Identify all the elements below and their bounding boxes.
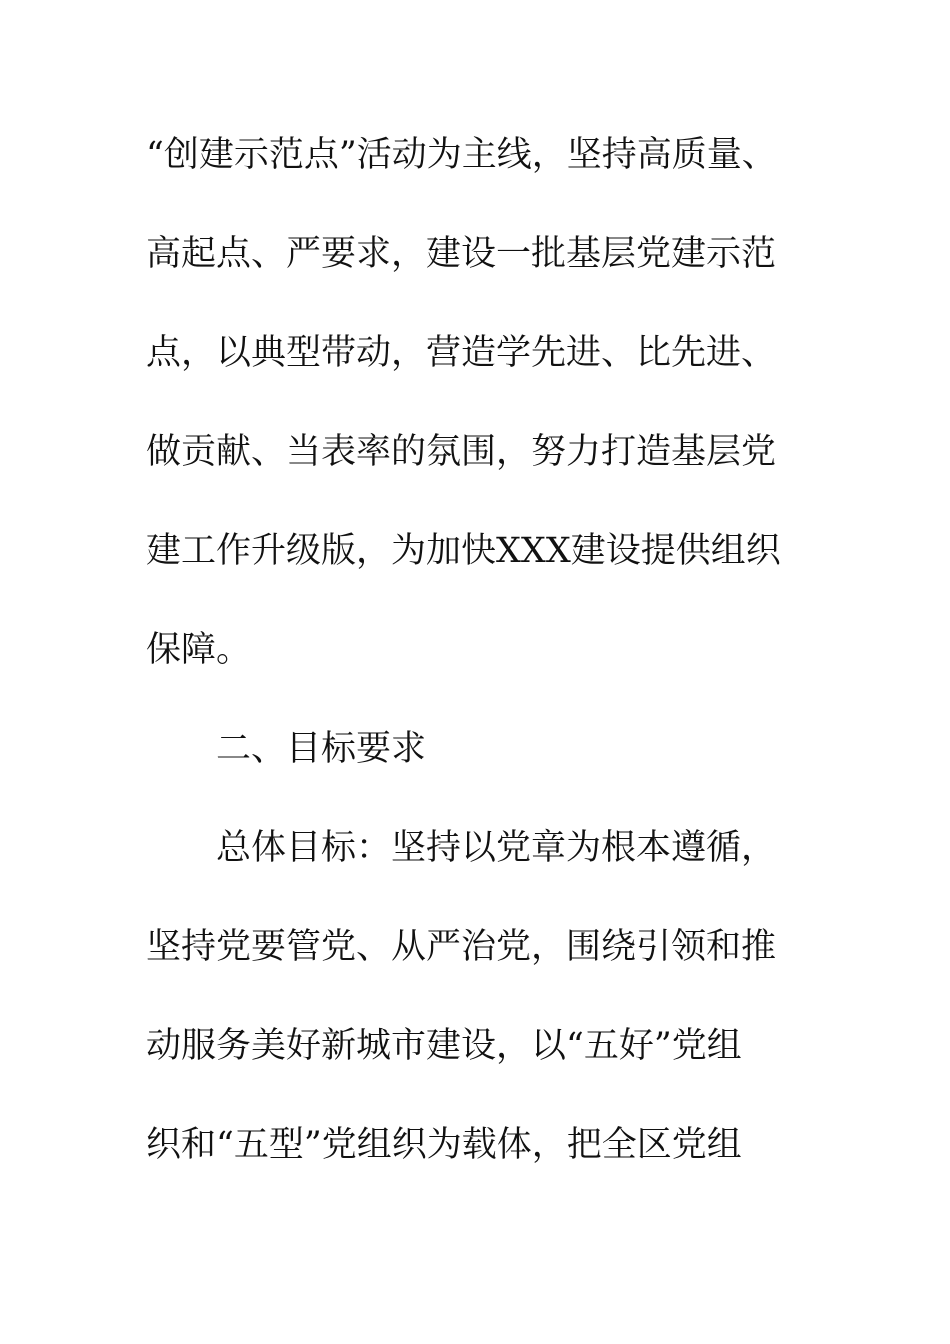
paragraph2-line-2: 坚持党要管党、从严治党，围绕引领和推 xyxy=(146,927,777,967)
section-heading: 二、目标要求 xyxy=(216,729,427,769)
paragraph-line-3: 点，以典型带动，营造学先进、比先进、 xyxy=(146,333,777,373)
paragraph-line-5: 建工作升级版，为加快XXX建设提供组织 xyxy=(146,531,781,571)
paragraph2-line-1: 总体目标：坚持以党章为根本遵循， xyxy=(216,828,777,868)
paragraph2-line-3: 动服务美好新城市建设，以“五好”党组 xyxy=(146,1026,742,1066)
paragraph2-line-4: 织和“五型”党组织为载体，把全区党组 xyxy=(146,1125,742,1165)
paragraph-line-2: 高起点、严要求，建设一批基层党建示范 xyxy=(146,234,777,274)
paragraph-line-1: “创建示范点”活动为主线，坚持高质量、 xyxy=(146,135,777,175)
paragraph-line-6: 保障。 xyxy=(146,630,252,670)
paragraph-line-4: 做贡献、当表率的氛围，努力打造基层党 xyxy=(146,432,777,472)
